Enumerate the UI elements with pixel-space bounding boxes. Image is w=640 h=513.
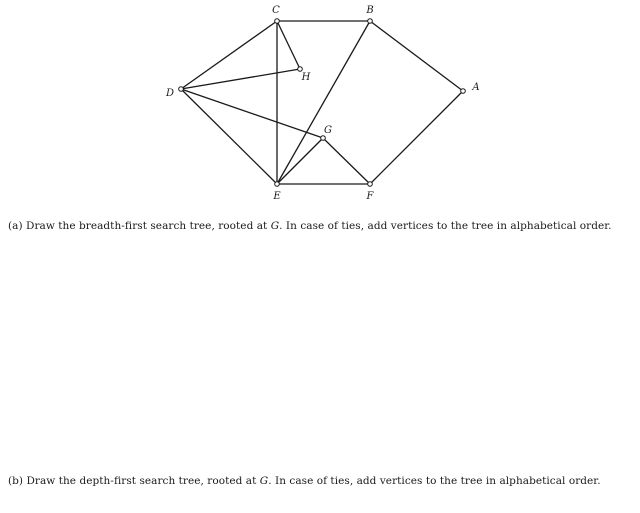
- edge-g-f: [323, 138, 370, 184]
- graph-diagram: [0, 0, 640, 210]
- edge-d-g: [181, 89, 323, 138]
- vertex-label-a: A: [472, 82, 480, 93]
- question-a-root: G: [270, 220, 280, 232]
- vertex-label-c: C: [272, 5, 280, 16]
- question-b: [8, 473, 636, 489]
- question-a-suffix: . In case of ties, add vertices to the tree in alphabetical order.: [279, 220, 612, 232]
- vertex-g: [321, 136, 326, 141]
- edge-d-e: [181, 89, 277, 184]
- question-a: [8, 218, 636, 234]
- vertex-label-g: G: [324, 125, 332, 136]
- edge-d-h: [181, 69, 300, 89]
- vertex-label-h: H: [301, 72, 311, 83]
- vertex-f: [368, 182, 373, 187]
- edge-c-h: [277, 21, 300, 69]
- edge-a-f: [370, 91, 463, 184]
- vertex-label-d: D: [165, 88, 175, 99]
- vertex-b: [368, 19, 373, 24]
- question-a-prefix: (a) Draw the breadth-first search tree, rooted at: [8, 220, 271, 232]
- vertex-label-f: F: [366, 191, 374, 202]
- vertex-a: [461, 89, 466, 94]
- edge-b-e: [277, 21, 370, 184]
- question-b-suffix: . In case of ties, add vertices to the tree in alphabetical order.: [268, 475, 601, 487]
- vertex-label-b: B: [366, 5, 374, 16]
- question-b-root: G: [259, 475, 269, 487]
- vertex-label-e: E: [273, 191, 281, 202]
- vertex-e: [275, 182, 280, 187]
- question-b-prefix: (b) Draw the depth-first search tree, rooted at: [8, 475, 260, 487]
- edge-b-a: [370, 21, 463, 91]
- edge-c-d: [181, 21, 277, 89]
- graph-edges: [181, 21, 463, 184]
- vertex-h: [298, 67, 303, 72]
- vertex-c: [275, 19, 280, 24]
- vertex-d: [179, 87, 184, 92]
